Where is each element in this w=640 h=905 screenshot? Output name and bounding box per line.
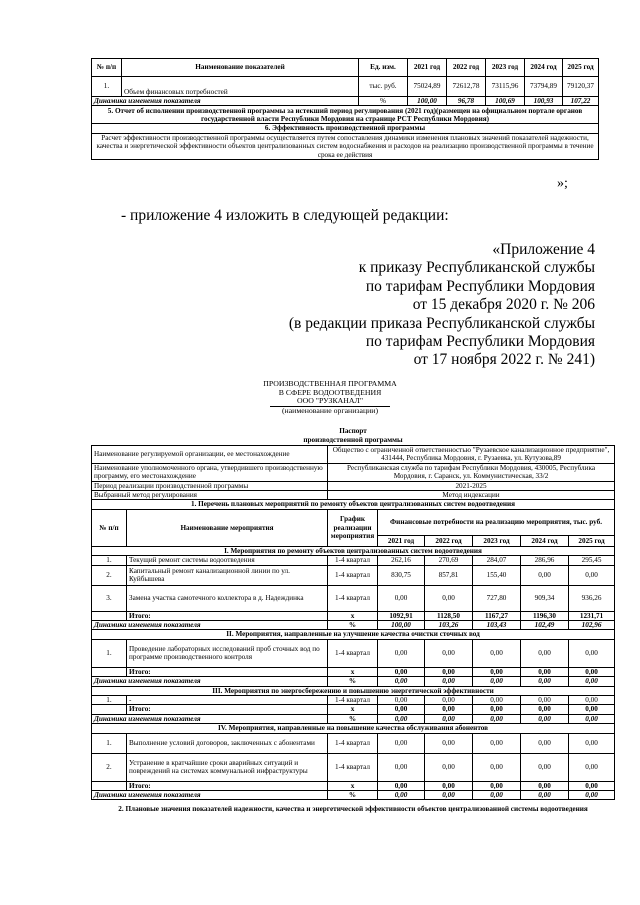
passport-label: Наименование регулируемой организации, ее местонахождение [92, 445, 328, 463]
header-year: 2024 год [521, 535, 569, 546]
appendix-line: от 15 декабря 2020 г. № 206 [412, 296, 595, 314]
row-value: 0,00 [473, 639, 521, 667]
dynamics-value: 0,00 [473, 677, 521, 686]
total-value: 0,00 [378, 667, 425, 676]
row-name: Текущий ремонт системы водоотведения [127, 556, 328, 565]
table-row [92, 97, 599, 106]
row-value: 830,75 [378, 565, 425, 585]
row-value: 0,00 [521, 753, 569, 781]
total-value: 1167,27 [473, 611, 521, 620]
row-value: 72612,78 [447, 77, 486, 97]
total-schedule: х [328, 667, 378, 676]
dynamics-unit: % [328, 791, 378, 800]
dynamics-value: 0,00 [569, 714, 615, 723]
total-value: 0,00 [569, 781, 615, 790]
row-value: 0,00 [425, 695, 473, 704]
dynamics-value: 0,00 [569, 677, 615, 686]
header-year: 2025 год [563, 59, 599, 77]
passport-value: 2021-2025 [328, 481, 615, 490]
row-value: 262,16 [378, 556, 425, 565]
row-value: 0,00 [425, 753, 473, 781]
row-value: 0,00 [425, 585, 473, 611]
table-row [92, 556, 615, 565]
section5-title: 5. Отчет об исполнении производственной программы за истекший период регулирования (2021 год)(размещен на официальном портале органов государственной власти Республики Мордовия на странице РСТ Республики Мордовия) [92, 106, 599, 124]
total-label: Итого: [127, 611, 328, 620]
row-value: 0,00 [569, 733, 615, 753]
row-value: 155,40 [473, 565, 521, 585]
passport-value: Метод индексации [328, 490, 615, 499]
dynamics-row [92, 677, 615, 686]
header-year: 2023 год [473, 535, 521, 546]
row-value: 936,26 [569, 585, 615, 611]
row-schedule: 1-4 квартал [328, 565, 378, 585]
total-value: 0,00 [473, 667, 521, 676]
appendix-line: от 17 ноября 2022 г. № 241) [413, 351, 595, 369]
passport-subtitle: производственной программы [92, 436, 615, 445]
dynamics-value: 0,00 [569, 791, 615, 800]
row-name: Капитальный ремонт канализационной линии по ул. Куйбышева [127, 565, 328, 585]
dynamics-unit: % [328, 677, 378, 686]
row-num: 2. [92, 753, 127, 781]
dynamics-label: Динамика изменения показателя [92, 620, 328, 629]
row-name: Объем финансовых потребностей [122, 77, 359, 97]
row-value: 0,00 [378, 585, 425, 611]
header-year: 2021 год [408, 59, 447, 77]
total-value: 0,00 [569, 705, 615, 714]
row-name: Замена участка самотечного коллектора в д. Надеждинка [127, 585, 328, 611]
row-value: 0,00 [473, 695, 521, 704]
row-name: Проведение лабораторных исследований проб сточных вод по программе производственного контроля [127, 639, 328, 667]
passport-value: Общество с ограниченной ответственностью "Рузаевское канализационное предприятие", 431444, Республика Мордовия, г. Рузаевка, ул. Кутузова,89 [328, 445, 615, 463]
total-value: 1196,30 [521, 611, 569, 620]
row-value: 0,00 [378, 695, 425, 704]
organization-name: ООО "РУЗКАНАЛ" [296, 396, 364, 406]
total-value: 0,00 [521, 705, 569, 714]
row-value: 0,00 [569, 753, 615, 781]
dynamics-unit: % [328, 714, 378, 723]
passport-row [92, 445, 615, 463]
row-value: 0,00 [569, 565, 615, 585]
dynamics-value: 100,93 [525, 97, 563, 106]
row-schedule: 1-4 квартал [328, 695, 378, 704]
row-value: 0,00 [378, 639, 425, 667]
passport-value: Республиканская служба по тарифам Республики Мордовия, 430005, Республика Мордовия, г. Саранск, ул. Коммунистическая, 33/2 [328, 463, 615, 481]
row-value: 73794,89 [525, 77, 563, 97]
header-year: 2023 год [486, 59, 525, 77]
row-unit: тыс. руб. [359, 77, 408, 97]
section-title: IV. Мероприятия, направленные на повышение качества обслуживания абонентов [92, 724, 615, 733]
program-subtitle: В СФЕРЕ ВОДООТВЕДЕНИЯ [278, 387, 382, 397]
section6-title: 6. Эффективность производственной программы [92, 124, 599, 133]
dynamics-label: Динамика изменения показателя [92, 677, 328, 686]
row-value: 0,00 [521, 733, 569, 753]
dynamics-value: 0,00 [425, 714, 473, 723]
total-row [92, 705, 615, 714]
header-year: 2022 год [447, 59, 486, 77]
program-table [91, 427, 615, 818]
program-header [200, 380, 460, 415]
row-num: 1. [92, 733, 127, 753]
dynamics-label: Динамика изменения показателя [92, 97, 359, 106]
total-label: Итого: [127, 705, 328, 714]
total-row [92, 781, 615, 790]
quote-close: »; [557, 176, 568, 191]
row-value: 284,07 [473, 556, 521, 565]
row-num: 1. [92, 556, 127, 565]
total-label: Итого: [127, 667, 328, 676]
row-num: 3. [92, 585, 127, 611]
program-title: ПРОИЗВОДСТВЕННАЯ ПРОГРАММА [263, 379, 397, 388]
dynamics-value: 0,00 [425, 677, 473, 686]
row-name: Выполнение условий договоров, заключенных с абонентами [127, 733, 328, 753]
row-value: 0,00 [521, 565, 569, 585]
dynamics-value: 0,00 [521, 714, 569, 723]
total-value: 0,00 [425, 781, 473, 790]
header-year: 2025 год [569, 535, 615, 546]
appendix-heading [289, 241, 595, 370]
total-value: 0,00 [425, 705, 473, 714]
row-value: 0,00 [378, 733, 425, 753]
total-label: Итого: [127, 781, 328, 790]
table-row [92, 585, 615, 611]
row-value: 0,00 [425, 733, 473, 753]
row-value: 909,34 [521, 585, 569, 611]
dynamics-value: 100,69 [486, 97, 525, 106]
dynamics-unit: % [328, 620, 378, 629]
dynamics-value: 0,00 [425, 791, 473, 800]
row-schedule: 1-4 квартал [328, 585, 378, 611]
section-title: I. Мероприятия по ремонту объектов централизованных систем водоотведения [92, 546, 615, 555]
header-finance: Финансовые потребности на реализацию мероприятия, тыс. руб. [378, 509, 615, 535]
appendix-line: «Приложение 4 [492, 241, 595, 258]
dynamics-value: 107,22 [563, 97, 599, 106]
table-row [92, 695, 615, 704]
row-schedule: 1-4 квартал [328, 753, 378, 781]
row-value: 0,00 [473, 733, 521, 753]
dynamics-value: 103,26 [425, 620, 473, 629]
total-value: 0,00 [473, 705, 521, 714]
table-row [92, 565, 615, 585]
total-value: 1092,91 [378, 611, 425, 620]
row-value: 79120,37 [563, 77, 599, 97]
row-value: 73115,96 [486, 77, 525, 97]
dynamics-value: 0,00 [521, 677, 569, 686]
header-schedule: График реализации мероприятия [328, 509, 378, 546]
row-num: 1. [92, 77, 122, 97]
row-schedule: 1-4 квартал [328, 639, 378, 667]
total-row [92, 611, 615, 620]
dynamics-value: 0,00 [473, 714, 521, 723]
total-schedule: х [328, 611, 378, 620]
total-value: 0,00 [521, 781, 569, 790]
dynamics-value: 0,00 [473, 791, 521, 800]
table-row [92, 639, 615, 667]
appendix-line: к приказу Республиканской службы [358, 259, 595, 277]
section-title: II. Мероприятия, направленные на улучшение качества очистки сточных вод [92, 630, 615, 639]
header-name: Наименование мероприятия [127, 509, 328, 546]
row-value: 0,00 [378, 753, 425, 781]
header-year: 2024 год [525, 59, 563, 77]
appendix-line: по тарифам Республики Мордовия [365, 333, 595, 351]
row-num: 1. [92, 695, 127, 704]
total-value: 0,00 [569, 667, 615, 676]
passport-row [92, 481, 615, 490]
header-num: № п/п [92, 509, 127, 546]
row-value: 727,80 [473, 585, 521, 611]
passport-row [92, 463, 615, 481]
header-year: 2022 год [425, 535, 473, 546]
dynamics-value: 103,43 [473, 620, 521, 629]
table-row [92, 753, 615, 781]
dynamics-value: 0,00 [378, 714, 425, 723]
section-title: III. Мероприятия по энергосбережению и повышению энергетической эффективности [92, 686, 615, 695]
section6-text: Расчет эффективности производственной программы осуществляется путем сопоставления динамики изменения плановых значений показателей надежности, качества и энергетической эффективности объектов централизованных систем водоснабжения и расходов на реализацию производственной программы в течение срока ее действия [92, 133, 599, 159]
total-value: 1128,50 [425, 611, 473, 620]
total-row [92, 667, 615, 676]
dynamics-label: Динамика изменения показателя [92, 791, 328, 800]
dynamics-unit: % [359, 97, 408, 106]
dynamics-value: 0,00 [378, 677, 425, 686]
total-value: 1231,71 [569, 611, 615, 620]
total-value: 0,00 [521, 667, 569, 676]
row-value: 0,00 [425, 639, 473, 667]
dynamics-value: 96,78 [447, 97, 486, 106]
total-value: 0,00 [425, 667, 473, 676]
dynamics-row [92, 620, 615, 629]
row-value: 0,00 [473, 753, 521, 781]
row-value: 0,00 [569, 695, 615, 704]
total-value: 0,00 [473, 781, 521, 790]
organization-caption: (наименование организации) [270, 406, 390, 416]
indicators-table [91, 58, 599, 160]
dynamics-value: 102,49 [521, 620, 569, 629]
table-row [92, 77, 599, 97]
row-value: 270,69 [425, 556, 473, 565]
passport-title: Паспорт [339, 427, 367, 436]
amendment-line: - приложение 4 изложить в следующей редакции: [121, 207, 449, 224]
dynamics-value: 100,00 [408, 97, 447, 106]
row-schedule: 1-4 квартал [328, 733, 378, 753]
passport-row [92, 490, 615, 499]
header-unit: Ед. изм. [359, 59, 408, 77]
row-value: 75024,89 [408, 77, 447, 97]
row-name: - [127, 695, 328, 704]
row-value: 0,00 [569, 639, 615, 667]
total-value: 0,00 [378, 705, 425, 714]
dynamics-row [92, 791, 615, 800]
dynamics-value: 102,96 [569, 620, 615, 629]
dynamics-value: 100,00 [378, 620, 425, 629]
row-value: 286,96 [521, 556, 569, 565]
appendix-line: по тарифам Республики Мордовия [365, 277, 595, 295]
passport-label: Период реализации производственной программы [92, 481, 328, 490]
row-schedule: 1-4 квартал [328, 556, 378, 565]
row-value: 857,81 [425, 565, 473, 585]
table-row [92, 733, 615, 753]
row-value: 0,00 [521, 695, 569, 704]
row-value: 295,45 [569, 556, 615, 565]
passport-label: Наименование уполномоченного органа, утвердившего производственную программу, его местонахождение [92, 463, 328, 481]
total-value: 0,00 [378, 781, 425, 790]
dynamics-row [92, 714, 615, 723]
dynamics-value: 0,00 [521, 791, 569, 800]
total-schedule: х [328, 781, 378, 790]
header-num: № п/п [92, 59, 122, 77]
appendix-line: (в редакции приказа Республиканской службы [288, 314, 595, 332]
total-schedule: х [328, 705, 378, 714]
row-num: 1. [92, 639, 127, 667]
row-value: 0,00 [521, 639, 569, 667]
row-name: Устранение в кратчайшие сроки аварийных ситуаций и повреждений на системах коммунальной инфраструктуры [127, 753, 328, 781]
list-title: 1. Перечень плановых мероприятий по ремонту объектов централизованных систем водоотведения [92, 500, 615, 509]
footer-title: 2. Плановые значения показателей надежности, качества и энергетической эффективности объектов централизованной системы водоотведения [92, 800, 615, 818]
header-year: 2021 год [378, 535, 425, 546]
dynamics-value: 0,00 [378, 791, 425, 800]
header-name: Наименование показателей [122, 59, 359, 77]
passport-label: Выбранный метод регулирования [92, 490, 328, 499]
row-num: 2. [92, 565, 127, 585]
dynamics-label: Динамика изменения показателя [92, 714, 328, 723]
